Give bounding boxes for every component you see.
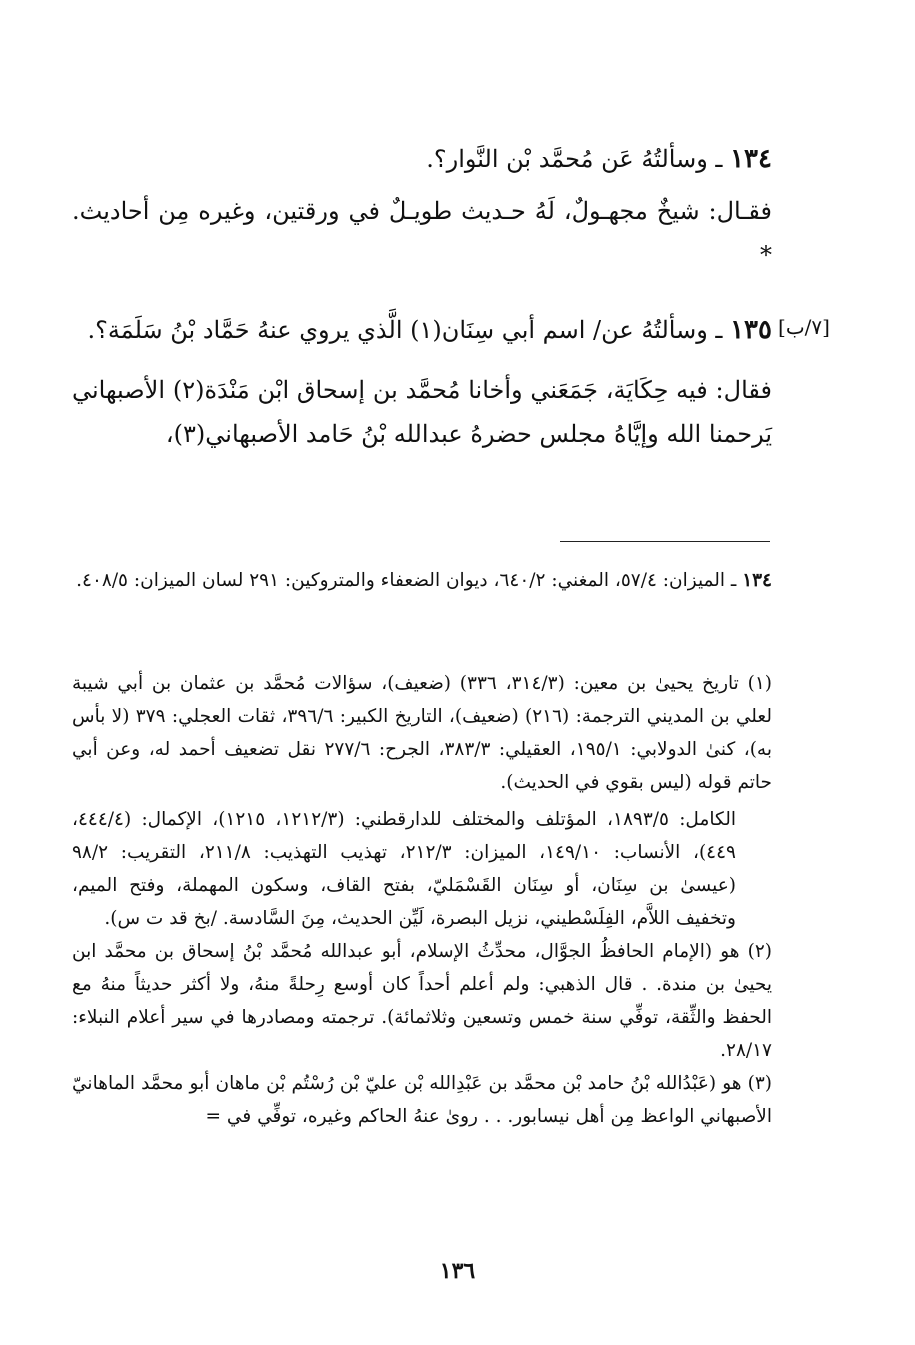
question-text: ـ وسألتُهُ عن/ اسم أبي سِنَان(١) الَّذي يروي عنهُ حَمَّاد بْنُ سَلَمَة؟. (87, 316, 723, 344)
answer-text: فقال: فيه حِكَايَة، جَمَعَني وأخانا مُحمَّد بن إسحاق ابْن مَنْدَة(٢) الأصبهاني يَرحمنا الله وإيَّاهُ مجلس حضرهُ عبدالله بْنُ حَامد الأصبهاني(٣)، (72, 376, 772, 448)
entry-number: ١٣٥ (730, 315, 772, 345)
entry-134-question (72, 137, 772, 181)
page-number: ١٣٦ (439, 1258, 476, 1284)
answer-text: فقـال: شيخٌ مجهـولٌ، لَهُ حـديث طويـلٌ في ورقتين، وغيره مِن أحاديث. * (72, 197, 772, 269)
question-text: ـ وسألتُهُ عَن مُحمَّد بْن النَّوار؟. (426, 145, 723, 173)
footnote-1-continued: الكامل: ١٨٩٣/٥، المؤتلف والمختلف للدارقطني: (١٢١٢/٣، ١٢١٥)، الإكمال: (٤٤٤/٤، ٤٤٩)، الأنساب: ١٤٩/١٠، الميزان: ٢١٢/٣، تهذيب التهذيب: ٢١١/٨، التقريب: ٩٨/٢ (عيسىٰ بن سِنَان، أو سِنَان القَسْمَليّ، بفتح القاف، وسكون المهملة، وفتح الميم، وتخفيف اللاَّم، الفِلَسْطيني، نزيل البصرة، لَيِّن الحديث، مِنَ السَّادسة. /بخ قد ت س). (72, 809, 736, 929)
footnote-number: ١٣٤ (742, 570, 772, 591)
footnote-2: (٢) هو (الإمام الحافظُ الجوَّال، محدِّثُ الإسلام، أبو عبدالله مُحمَّد بْنُ إسحاق بن محمَّد ابن يحيىٰ بن مندة. . قال الذهبي: ولم أعلم أحداً كان أوسع رِحلةً منهُ، ولا أكثر حديثاً منهُ مع الحفظ والثِّقة، توفِّي سنة خمس وتسعين وثلاثمائة). ترجمته ومصادرها في سير أعلام النبلاء: ٢٨/١٧. (72, 941, 772, 1061)
entry-135-question (72, 308, 772, 352)
footnote-separator (560, 541, 770, 542)
footnote-1: (١) تاريخ يحيىٰ بن معين: (٣١٤/٣، ٣٣٦) (ضعيف)، سؤالات مُحمَّد بن عثمان بن أبي شيبة لعلي بن المديني الترجمة: (٢١٦) (ضعيف)، التاريخ الكبير: ٣٩٦/٦، ثقات العجلي: ٣٧٩ (لا بأس به)، كنىٰ الدولابي: ١٩٥/١، العقيلي: ٣٨٣/٣، الجرح: ٢٧٧/٦ نقل تضعيف أحمد له، وعن أبي حاتم قوله (ليس بقوي في الحديث). (72, 673, 772, 793)
footnotes-block (72, 667, 772, 1133)
entry-135-answer (72, 368, 772, 456)
footnote-text: ـ الميزان: ٥٧/٤، المغني: ٦٤٠/٢، ديوان الضعفاء والمتروكين: ٢٩١ لسان الميزان: ٤٠٨/٥. (76, 570, 737, 591)
entry-135 (72, 308, 772, 456)
entry-number: ١٣٤ (730, 144, 772, 174)
footnote-entry-134 (72, 564, 772, 597)
margin-folio-note: [٧/ب] (778, 315, 830, 339)
entry-134-answer (72, 189, 772, 277)
footnote-3: (٣) هو (عَبْدُالله بْنُ حامد بْن محمَّد بن عَبْدِالله بْن عليّ بْن رُسْتُم بْن ماهان أبو محمَّد الماهانيّ الأصبهاني الواعظ مِن أهل نيسابور. . . روىٰ عنهُ الحاكم وغيره، توفِّي في = (72, 1073, 772, 1127)
entry-134 (72, 137, 772, 277)
